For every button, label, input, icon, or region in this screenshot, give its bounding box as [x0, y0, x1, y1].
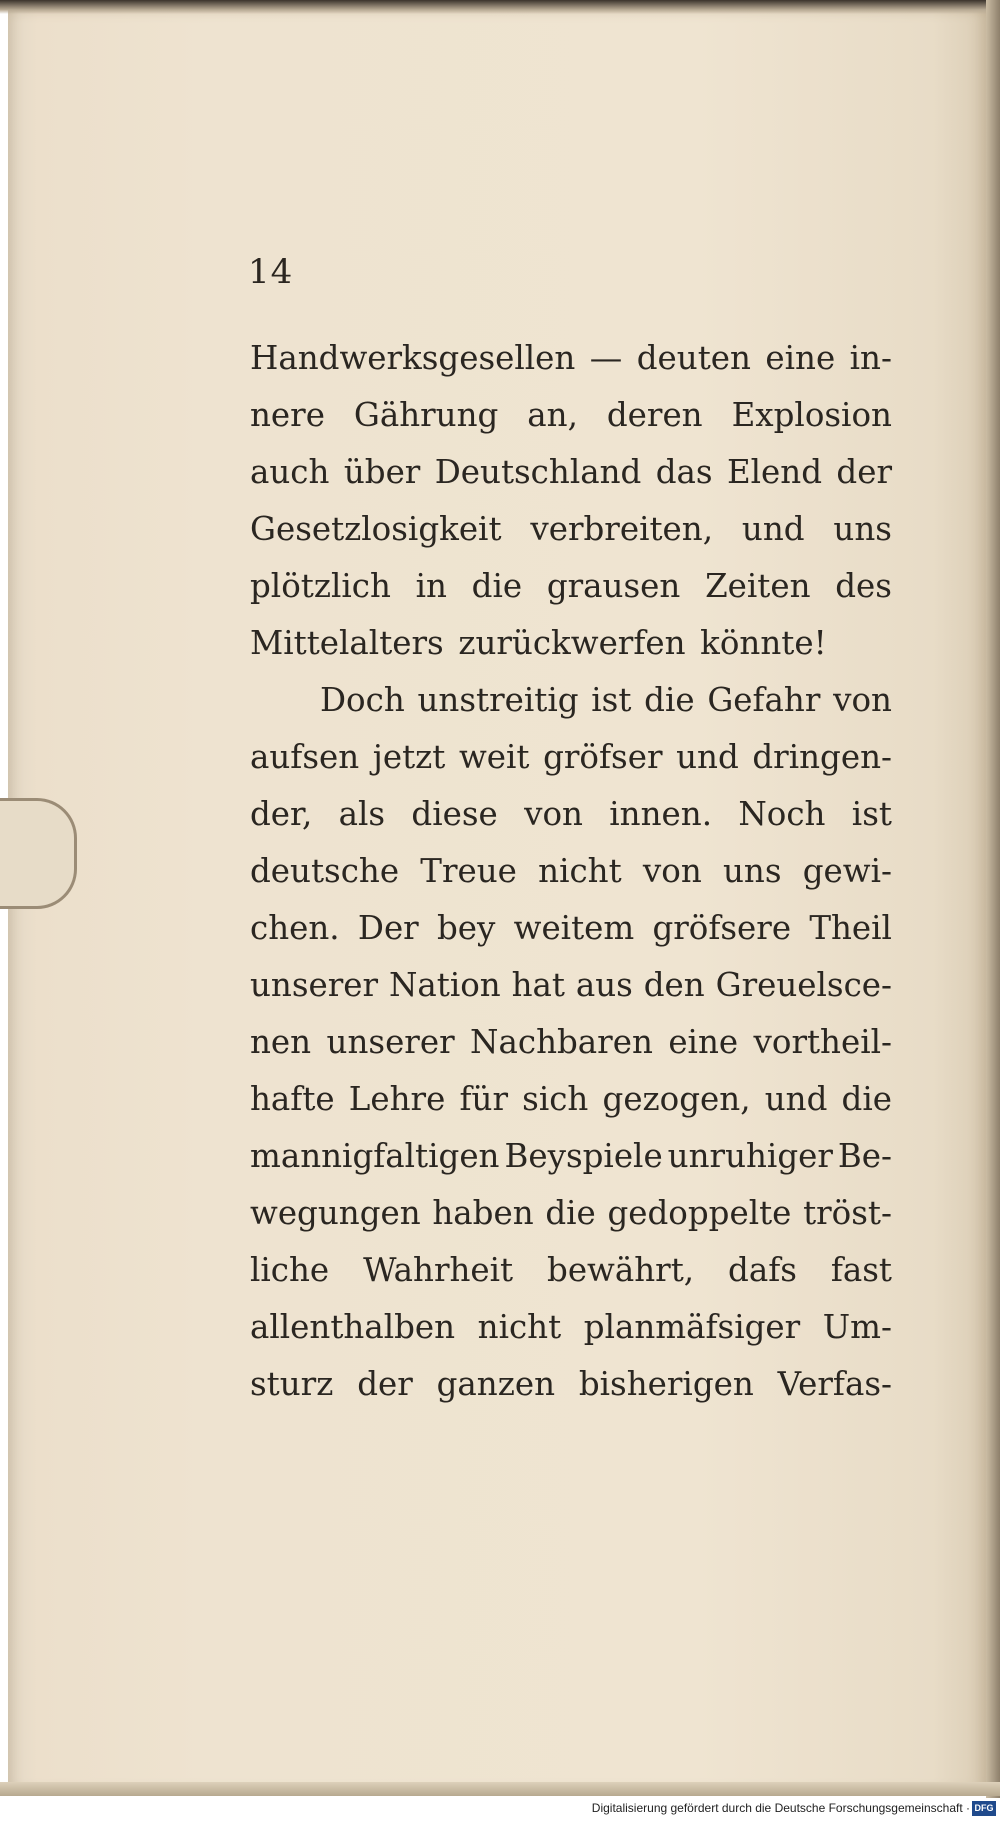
- word: Gefahr: [707, 681, 821, 719]
- word: auch: [250, 453, 330, 491]
- word: Wahrheit: [363, 1251, 514, 1289]
- word: die: [471, 567, 523, 605]
- word: nere: [250, 396, 325, 434]
- word: bisherigen: [578, 1365, 754, 1403]
- word: und: [741, 510, 805, 548]
- word: diese: [411, 795, 498, 833]
- word: die: [644, 681, 695, 719]
- word: gröfsere: [652, 909, 792, 947]
- word: uns: [722, 852, 782, 890]
- word: des: [835, 567, 892, 605]
- word: eine: [668, 1023, 739, 1061]
- word: in-: [849, 339, 892, 377]
- word: und: [676, 738, 739, 776]
- word: zurückwerfen: [458, 624, 686, 662]
- text-line-14: [250, 1071, 892, 1128]
- word: an,: [527, 396, 578, 434]
- word: den: [643, 966, 705, 1004]
- word: die: [545, 1194, 596, 1232]
- word: —: [589, 339, 623, 377]
- word: unruhiger: [667, 1137, 833, 1175]
- word: Explosion: [731, 396, 892, 434]
- word: von: [833, 681, 892, 719]
- text-line-19: [250, 1356, 892, 1413]
- word: bey: [436, 909, 496, 947]
- word: Doch: [320, 681, 405, 719]
- word: Nation: [388, 966, 501, 1004]
- text-line-16: [250, 1185, 892, 1242]
- word: Noch: [738, 795, 826, 833]
- word: jetzt: [372, 738, 446, 776]
- word: der,: [250, 795, 313, 833]
- word: für: [459, 1080, 508, 1118]
- word: über: [343, 453, 421, 491]
- text-line-10: [250, 843, 892, 900]
- text-line-17: [250, 1242, 892, 1299]
- text-line-7: [250, 672, 892, 729]
- word: nicht: [477, 1308, 562, 1346]
- word: unstreitig: [417, 681, 579, 719]
- text-line-13: [250, 1014, 892, 1071]
- text-line-15: [250, 1128, 892, 1185]
- word: Gesetzlosigkeit: [250, 510, 502, 548]
- word: gröfser: [543, 738, 663, 776]
- word: allenthalben: [250, 1308, 456, 1346]
- word: ist: [851, 795, 892, 833]
- word: der: [836, 453, 892, 491]
- word: gedoppelte: [607, 1194, 792, 1232]
- word: Handwerksgesellen: [250, 339, 576, 377]
- word: gewi-: [802, 852, 892, 890]
- text-line-6: [250, 615, 892, 672]
- word: bewährt,: [547, 1251, 695, 1289]
- word: hafte: [250, 1080, 335, 1118]
- word: von: [524, 795, 583, 833]
- word: Lehre: [348, 1080, 446, 1118]
- word: Um-: [822, 1308, 892, 1346]
- right-page-edge: [986, 0, 1000, 1800]
- dfg-logo: DFG: [972, 1801, 996, 1816]
- word: dringen-: [752, 738, 892, 776]
- word: Zeiten: [705, 567, 811, 605]
- word: Gährung: [353, 396, 499, 434]
- word: tröst-: [803, 1194, 892, 1232]
- text-line-18: [250, 1299, 892, 1356]
- text-line-3: [250, 444, 892, 501]
- word: haben: [432, 1194, 534, 1232]
- word: weit: [458, 738, 530, 776]
- word: unserer: [250, 966, 379, 1004]
- word: deutsche: [250, 852, 400, 890]
- word: Deutschland: [434, 453, 642, 491]
- word: hat: [511, 966, 565, 1004]
- word: der: [357, 1365, 413, 1403]
- word: nicht: [538, 852, 622, 890]
- word: Theil: [809, 909, 892, 947]
- word: sich: [522, 1080, 589, 1118]
- word: planmäfsiger: [583, 1308, 801, 1346]
- word: die: [841, 1080, 892, 1118]
- word: aus: [575, 966, 633, 1004]
- word: gezogen,: [602, 1080, 751, 1118]
- word: vortheil-: [753, 1023, 892, 1061]
- word: deren: [606, 396, 703, 434]
- word: Mittelalters: [250, 624, 444, 662]
- digitization-credit: Digitalisierung gefördert durch die Deutsche Forschungsgemeinschaft ·: [591, 1801, 970, 1815]
- word: wegungen: [250, 1194, 421, 1232]
- word: aufsen: [250, 738, 360, 776]
- top-edge-shadow: [0, 0, 1000, 14]
- word: Elend: [726, 453, 823, 491]
- word: Verfas-: [777, 1365, 892, 1403]
- word: fast: [830, 1251, 892, 1289]
- word: Nachbaren: [470, 1023, 653, 1061]
- word: könnte!: [700, 624, 827, 662]
- word: das: [655, 453, 713, 491]
- text-line-9: [250, 786, 892, 843]
- word: plötzlich: [250, 567, 391, 605]
- text-line-4: [250, 501, 892, 558]
- text-line-12: [250, 957, 892, 1014]
- word: Be-: [837, 1137, 892, 1175]
- word: und: [764, 1080, 828, 1118]
- word: deuten: [636, 339, 751, 377]
- text-line-2: [250, 387, 892, 444]
- word: ganzen: [436, 1365, 556, 1403]
- word: in: [415, 567, 447, 605]
- page-number: 14: [248, 252, 294, 292]
- word: Beyspiele: [504, 1137, 663, 1175]
- word: mannigfaltigen: [250, 1137, 500, 1175]
- bottom-page-edge: [0, 1782, 1000, 1796]
- word: ist: [591, 681, 632, 719]
- word: als: [338, 795, 386, 833]
- page-tab-mark: [0, 798, 77, 909]
- word: weitem: [513, 909, 635, 947]
- word: Der: [357, 909, 419, 947]
- word: unserer: [326, 1023, 455, 1061]
- word: eine: [765, 339, 836, 377]
- word: uns: [833, 510, 892, 548]
- word: von: [642, 852, 702, 890]
- text-line-8: [250, 729, 892, 786]
- word: Treue: [420, 852, 517, 890]
- word: chen.: [250, 909, 340, 947]
- word: Greuelsce-: [715, 966, 892, 1004]
- text-line-11: [250, 900, 892, 957]
- text-line-1: [250, 330, 892, 387]
- word: dafs: [728, 1251, 797, 1289]
- word: liche: [250, 1251, 330, 1289]
- word: sturz: [250, 1365, 334, 1403]
- word: innen.: [609, 795, 713, 833]
- text-line-5: [250, 558, 892, 615]
- word: verbreiten,: [530, 510, 714, 548]
- word: nen: [250, 1023, 312, 1061]
- word: grausen: [546, 567, 681, 605]
- body-text: [250, 330, 892, 1413]
